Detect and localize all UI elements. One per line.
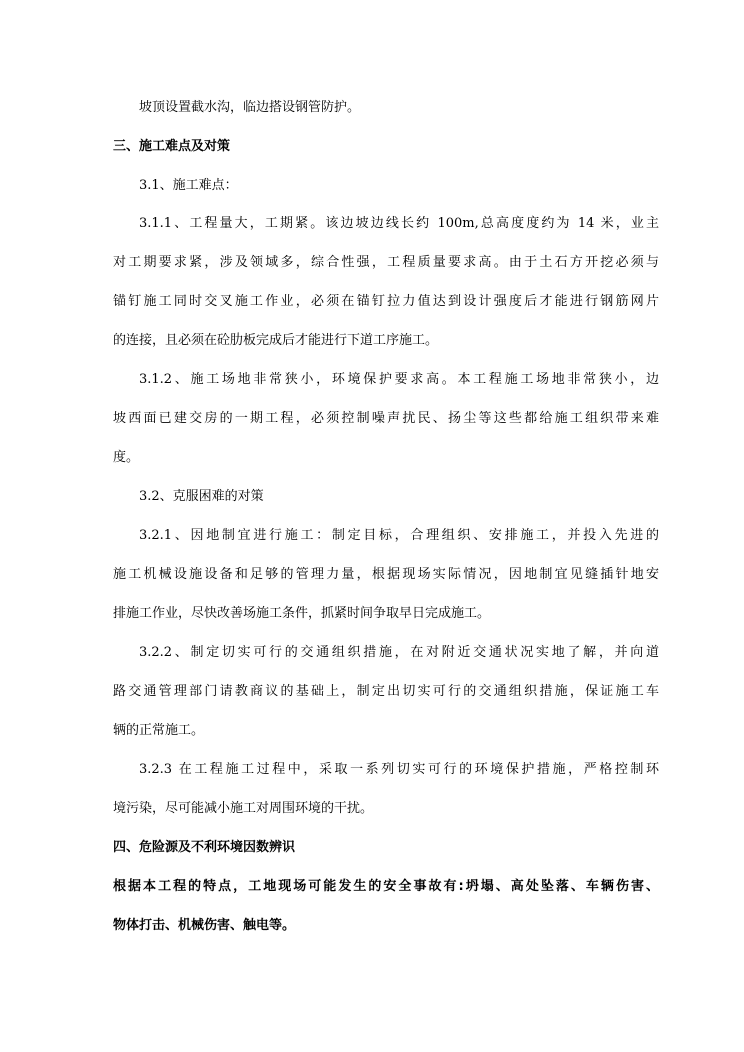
- paragraph-line: 对工期要求紧，涉及领域多，综合性强，工程质量要求高。由于土石方开挖必须与: [113, 255, 659, 270]
- paragraph-line: 坡西面已建交房的一期工程，必须控制噪声扰民、扬尘等这些都给施工组织带来难: [113, 411, 659, 426]
- paragraph-line: 施工机械设施设备和足够的管理力量，根据现场实际情况，因地制宜见缝插针地安: [113, 567, 659, 582]
- paragraph-line: 辆的正常施工。: [113, 723, 205, 738]
- paragraph-line: 锚钉施工同时交叉施工作业，必须在锚钉拉力值达到设计强度后才能进行钢筋网片: [113, 294, 659, 309]
- section-heading-4: 四、危险源及不利环境因数辨识: [113, 840, 296, 855]
- bold-paragraph-line: 根据本工程的特点，工地现场可能发生的安全事故有:坍塌、高处坠落、车辆伤害、: [113, 879, 659, 894]
- paragraph-line: 路交通管理部门请教商议的基础上，制定出切实可行的交通组织措施，保证施工车: [113, 684, 659, 699]
- paragraph-line: 3.2.3 在工程施工过程中，采取一系列切实可行的环境保护措施，严格控制环: [139, 762, 659, 777]
- bold-paragraph-line: 物体打击、机械伤害、触电等。: [113, 918, 296, 933]
- subsection-heading-3-2: 3.2、克服困难的对策: [139, 489, 264, 504]
- paragraph-line: 的连接，且必须在砼肋板完成后才能进行下道工序施工。: [113, 333, 439, 348]
- section-heading-3: 三、施工难点及对策: [113, 139, 231, 154]
- paragraph-line: 3.1.1、工程量大，工期紧。该边坡边线长约 100m,总高度度约为 14 米，业主: [139, 216, 659, 231]
- paragraph-line: 排施工作业，尽快改善场施工条件，抓紧时间争取早日完成施工。: [113, 606, 491, 621]
- paragraph-line: 3.2.2、制定切实可行的交通组织措施，在对附近交通状况实地了解，并向道: [139, 645, 659, 660]
- paragraph-line: 度。: [113, 450, 140, 465]
- subsection-heading-3-1: 3.1、施工难点：: [139, 178, 238, 193]
- paragraph-line: 坡顶设置截水沟，临边搭设钢管防护。: [139, 100, 361, 115]
- paragraph-line: 境污染，尽可能减小施工对周围环境的干扰。: [113, 801, 374, 816]
- paragraph-line: 3.1.2、施工场地非常狭小，环境保护要求高。本工程施工场地非常狭小，边: [139, 372, 659, 387]
- paragraph-line: 3.2.1、因地制宜进行施工：制定目标，合理组织、安排施工，并投入先进的: [139, 528, 659, 543]
